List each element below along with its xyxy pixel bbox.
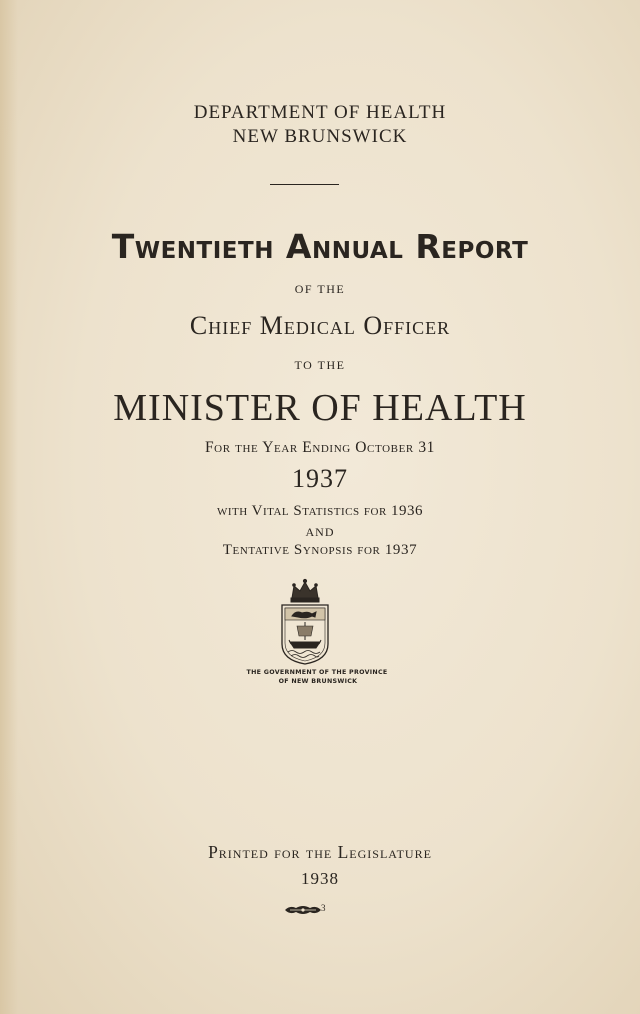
coat-of-arms-icon <box>278 578 332 666</box>
vital-statistics-text: with Vital Statistics for 1936 <box>216 503 424 519</box>
minister-title: MINISTER OF HEALTH <box>113 387 527 429</box>
officer-title: Chief Medical Officer <box>189 311 451 340</box>
of-the-text: OF THE <box>294 282 346 296</box>
ornament-mark: 3 <box>321 903 326 913</box>
printed-for-text: Printed for the Legislature <box>208 842 432 862</box>
synopsis-text: Tentative Synopsis for 1937 <box>222 542 418 558</box>
printer-ornament-icon <box>284 904 322 916</box>
title-divider <box>270 184 339 185</box>
department-province: NEW BRUNSWICK <box>232 126 408 147</box>
printed-year: 1938 <box>301 869 339 888</box>
year-ending-text: For the Year Ending October 31 <box>204 439 436 456</box>
seal-caption-line2: OF NEW BRUNSWICK <box>278 678 358 685</box>
department-name: DEPARTMENT OF HEALTH <box>193 102 447 123</box>
to-the-text: TO THE <box>294 358 346 372</box>
seal-caption-line1: THE GOVERNMENT OF THE PROVINCE <box>246 669 388 676</box>
report-title: Twentieth Annual Report <box>111 227 529 266</box>
report-year: 1937 <box>292 464 348 493</box>
and-text: AND <box>305 525 335 539</box>
